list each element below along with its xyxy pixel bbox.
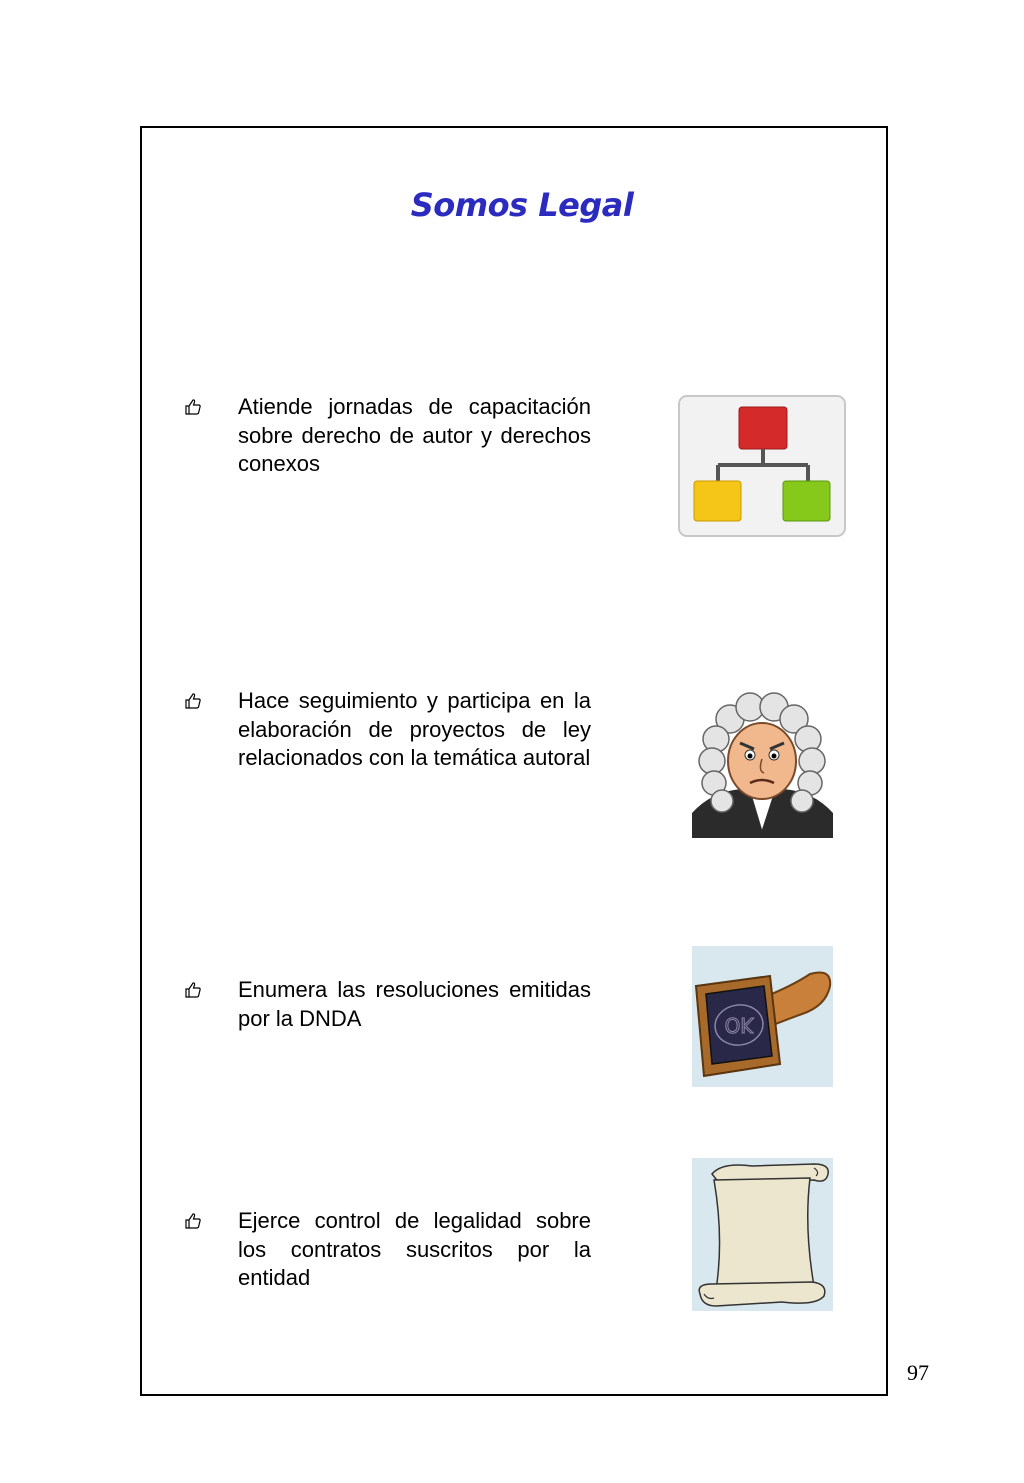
thumbs-up-icon [184,981,202,999]
item-1-text: Atiende jornadas de capacitación sobre derecho de autor y derechos conexos [238,394,591,476]
thumbs-up-icon [184,692,202,710]
ok-stamp-illustration [692,946,833,1087]
org-chart-icon [678,395,846,537]
thumbs-up-icon [184,398,202,416]
item-3-text: Enumera las resoluciones emitidas por la DNDA [238,977,591,1031]
thumbs-up-icon [184,1212,202,1230]
page-number: 97 [907,1360,929,1385]
item-2-text: Hace seguimiento y participa en la elaboración de proyectos de ley relacionados con la temática autoral [238,688,591,770]
item-4-text: Ejerce control de legalidad sobre los contratos suscritos por la entidad [238,1208,591,1290]
scroll-illustration [692,1158,833,1311]
judge-illustration [692,691,833,838]
svg-text:OK: OK [724,1013,754,1037]
page-title: Somos Legal [410,186,634,224]
